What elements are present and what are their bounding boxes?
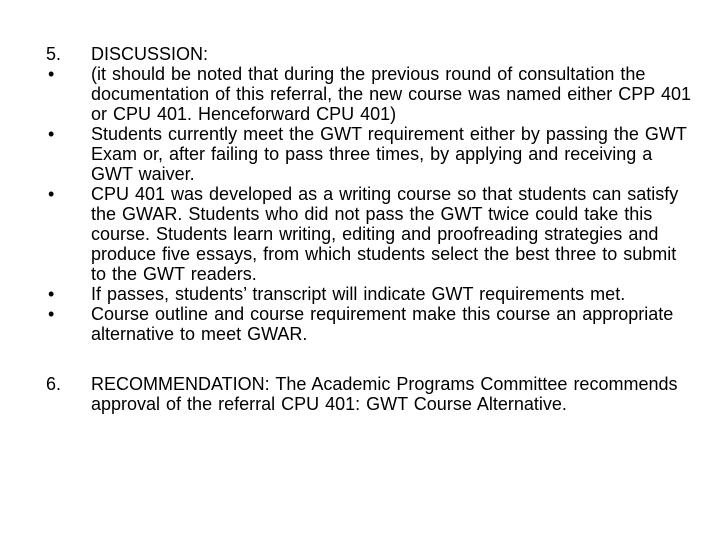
bullet-text: (it should be noted that during the previous round of consultation the documentation of this referral, the new course was named either CPP 401 or CPU 401. Henceforward CPU 401) (91, 64, 691, 124)
bullet-text: Course outline and course requirement make this course an appropriate alternative to meet GWAR. (91, 304, 674, 344)
bullet-item (46, 304, 696, 344)
bullet-item (46, 124, 696, 184)
bullet-icon: • (48, 124, 55, 144)
section-number: 6. (46, 374, 62, 394)
section-number: 5. (46, 44, 62, 64)
recommendation-text: RECOMMENDATION: The Academic Programs Committee recommends approval of the referral CPU 401: GWT Course Alternative. (91, 374, 678, 414)
bullet-icon: • (48, 64, 55, 84)
section-heading-discussion (46, 44, 696, 64)
bullet-icon: • (48, 184, 55, 204)
section-title: DISCUSSION: (91, 44, 209, 64)
bullet-text: CPU 401 was developed as a writing course so that students can satisfy the GWAR. Students who did not pass the GWT twice could take this course. Students learn writing, editing and proofreading strategies and produce five essays, from which students select the best three to submit to the GWT readers. (91, 184, 679, 284)
bullet-text: Students currently meet the GWT requirement either by passing the GWT Exam or, after failing to pass three times, by applying and receiving a GWT waiver. (91, 124, 687, 184)
bullet-text: If passes, students’ transcript will indicate GWT requirements met. (91, 284, 626, 304)
outline-list (46, 44, 696, 414)
section-heading-recommendation (46, 374, 696, 414)
bullet-item (46, 64, 696, 124)
bullet-item (46, 284, 696, 304)
section-spacer (46, 344, 696, 374)
bullet-icon: • (48, 284, 55, 304)
bullet-item (46, 184, 696, 284)
bullet-icon: • (48, 304, 55, 324)
